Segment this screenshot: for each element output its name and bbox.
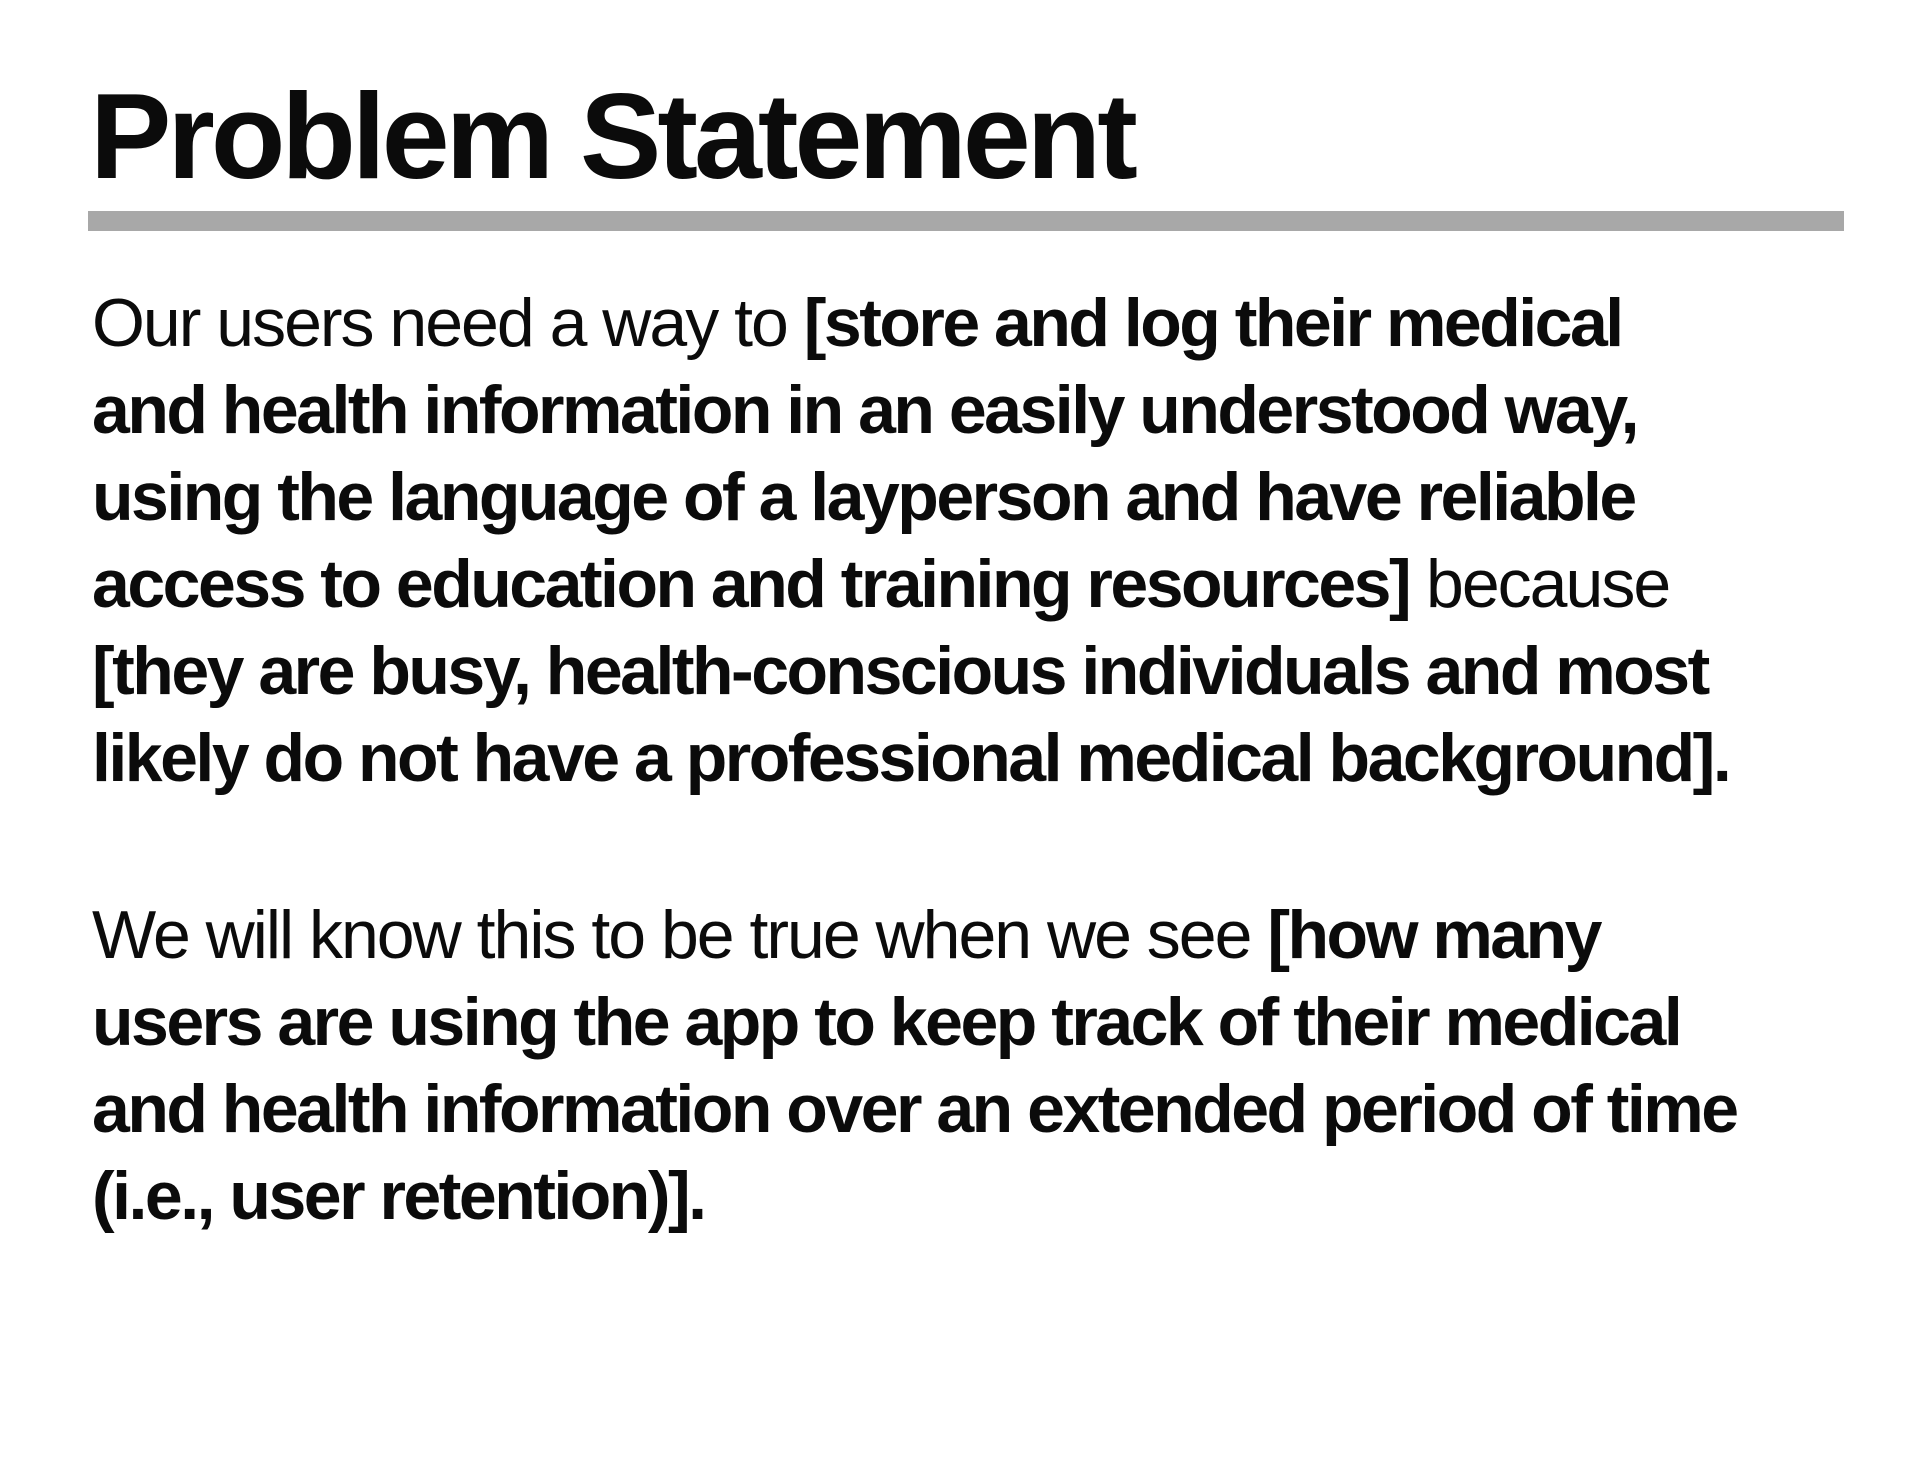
statement-text: because (1409, 546, 1670, 622)
statement-emphasis: likely do not have a professional medical background]. (92, 720, 1730, 796)
validation-emphasis: and health information over an extended period of time (92, 1071, 1737, 1147)
title-divider (88, 211, 1844, 231)
validation-paragraph (92, 892, 1852, 1240)
paragraph-line (92, 541, 1852, 628)
problem-statement-paragraph (92, 280, 1852, 802)
statement-emphasis: [they are busy, health-conscious individuals and most (92, 633, 1708, 709)
statement-emphasis: access to education and training resources] (92, 546, 1410, 622)
validation-emphasis: users are using the app to keep track of their medical (92, 984, 1681, 1060)
paragraph-line (92, 892, 1852, 979)
paragraph-line (92, 280, 1852, 367)
validation-emphasis: [how many (1267, 897, 1600, 973)
validation-text: We will know this to be true when we see (92, 897, 1268, 973)
statement-emphasis: and health information in an easily understood way, (92, 372, 1638, 448)
statement-text: Our users need a way to (92, 285, 804, 361)
validation-emphasis: (i.e., user retention)]. (92, 1158, 705, 1234)
statement-emphasis: [store and log their medical (803, 285, 1622, 361)
statement-emphasis: using the language of a layperson and have reliable (92, 459, 1635, 535)
slide-title: Problem Statement (90, 68, 1134, 204)
